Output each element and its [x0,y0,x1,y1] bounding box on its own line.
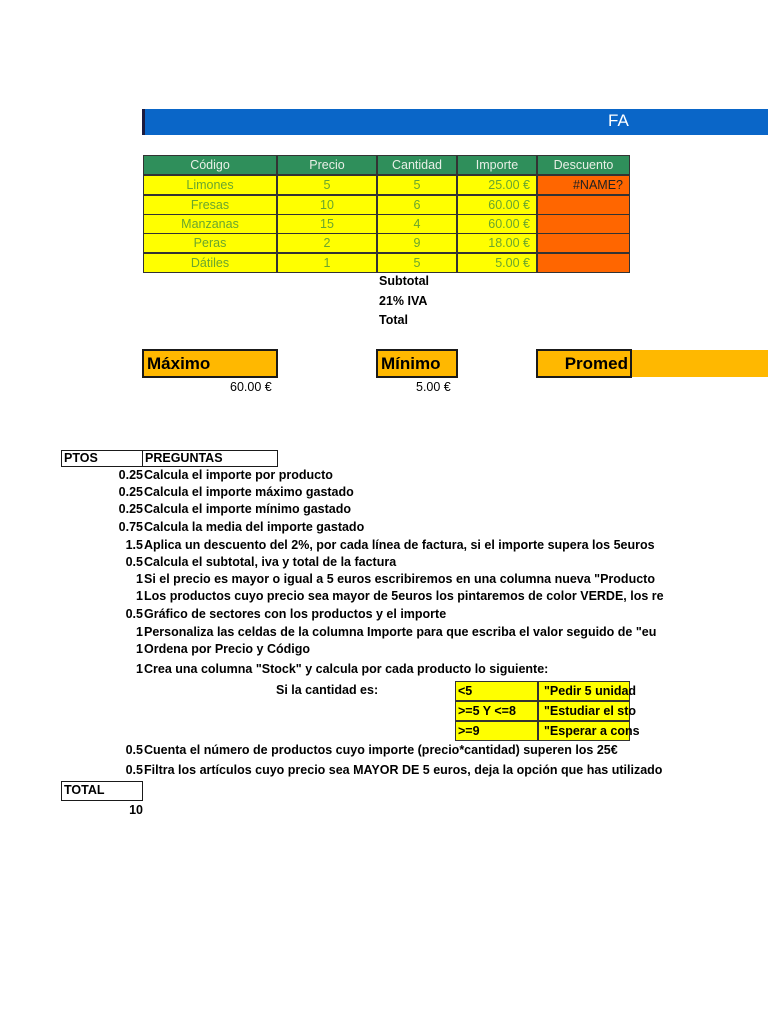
question-points: 0.5 [125,763,143,777]
cell-precio[interactable]: 2 [277,233,377,253]
cell-codigo[interactable]: Manzanas [143,214,277,234]
total-label: Total [379,313,408,327]
question-text[interactable]: Cuenta el número de productos cuyo importe (precio*cantidad) superen los 25€ [144,743,618,757]
stock-condition[interactable]: <5 [455,681,538,701]
cell-importe[interactable]: 18.00 € [457,233,537,253]
header-precio[interactable]: Precio [277,155,377,175]
cell-importe[interactable]: 60.00 € [457,195,537,215]
ptos-header[interactable]: PTOS [61,450,143,467]
question-text[interactable]: Crea una columna "Stock" y calcula por cada producto lo siguiente: [144,662,549,676]
cell-descuento[interactable]: #NAME? [537,175,630,195]
stock-condition[interactable]: >=9 [455,721,538,741]
question-text[interactable]: Filtra los artículos cuyo precio sea MAYOR DE 5 euros, deja la opción que has utilizado [144,763,663,777]
max-value[interactable]: 60.00 € [230,380,272,394]
question-text[interactable]: Gráfico de sectores con los productos y el importe [144,607,447,621]
cell-precio[interactable]: 1 [277,253,377,273]
cell-descuento[interactable] [537,253,630,273]
avg-fill [632,350,768,377]
question-text[interactable]: Calcula el importe máximo gastado [144,485,354,499]
header-descuento[interactable]: Descuento [537,155,630,175]
total-points[interactable]: 10 [129,803,143,817]
cell-precio[interactable]: 15 [277,214,377,234]
avg-label[interactable]: Promed [536,349,632,378]
cell-importe[interactable]: 5.00 € [457,253,537,273]
title-banner [142,109,768,135]
cell-codigo[interactable]: Peras [143,233,277,253]
header-importe[interactable]: Importe [457,155,537,175]
cell-cantidad[interactable]: 5 [377,253,457,273]
header-cantidad[interactable]: Cantidad [377,155,457,175]
stock-action[interactable]: "Pedir 5 unidad [538,681,630,701]
stock-prompt: Si la cantidad es: [276,683,379,697]
stock-action[interactable]: "Estudiar el sto [538,701,630,721]
cell-precio[interactable]: 5 [277,175,377,195]
question-points: 1 [136,572,143,586]
question-points: 0.5 [125,555,143,569]
question-points: 1.5 [125,538,143,552]
question-points: 0.25 [118,502,143,516]
stock-condition[interactable]: >=5 Y <=8 [455,701,538,721]
question-text[interactable]: Calcula la media del importe gastado [144,520,365,534]
cell-descuento[interactable] [537,233,630,253]
cell-cantidad[interactable]: 9 [377,233,457,253]
cell-descuento[interactable] [537,214,630,234]
subtotal-label: Subtotal [379,274,429,288]
question-points: 0.25 [118,468,143,482]
question-text[interactable]: Calcula el importe mínimo gastado [144,502,351,516]
iva-label: 21% IVA [379,294,428,308]
preguntas-header[interactable]: PREGUNTAS [142,450,278,467]
min-label[interactable]: Mínimo [376,349,458,378]
min-value[interactable]: 5.00 € [416,380,451,394]
cell-codigo[interactable]: Limones [143,175,277,195]
question-points: 1 [136,642,143,656]
total-header[interactable]: TOTAL [61,781,143,801]
question-text[interactable]: Aplica un descuento del 2%, por cada línea de factura, si el importe supera los 5euros [144,538,655,552]
cell-cantidad[interactable]: 4 [377,214,457,234]
question-points: 0.5 [125,743,143,757]
question-text[interactable]: Los productos cuyo precio sea mayor de 5euros los pintaremos de color VERDE, los re [144,589,664,603]
question-points: 1 [136,662,143,676]
question-points: 0.75 [118,520,143,534]
cell-codigo[interactable]: Fresas [143,195,277,215]
cell-precio[interactable]: 10 [277,195,377,215]
cell-codigo[interactable]: Dátiles [143,253,277,273]
cell-cantidad[interactable]: 5 [377,175,457,195]
banner-title: FA [608,111,629,130]
question-text[interactable]: Personaliza las celdas de la columna Importe para que escriba el valor seguido de "eu [144,625,657,639]
question-text[interactable]: Calcula el importe por producto [144,468,333,482]
question-points: 0.5 [125,607,143,621]
question-points: 1 [136,625,143,639]
stock-action[interactable]: "Esperar a cons [538,721,630,741]
cell-cantidad[interactable]: 6 [377,195,457,215]
question-text[interactable]: Ordena por Precio y Código [144,642,310,656]
cell-importe[interactable]: 25.00 € [457,175,537,195]
cell-importe[interactable]: 60.00 € [457,214,537,234]
question-text[interactable]: Si el precio es mayor o igual a 5 euros escribiremos en una columna nueva "Producto [144,572,655,586]
cell-descuento[interactable] [537,195,630,215]
question-points: 0.25 [118,485,143,499]
question-text[interactable]: Calcula el subtotal, iva y total de la factura [144,555,397,569]
header-codigo[interactable]: Código [143,155,277,175]
question-points: 1 [136,589,143,603]
max-label[interactable]: Máximo [142,349,278,378]
